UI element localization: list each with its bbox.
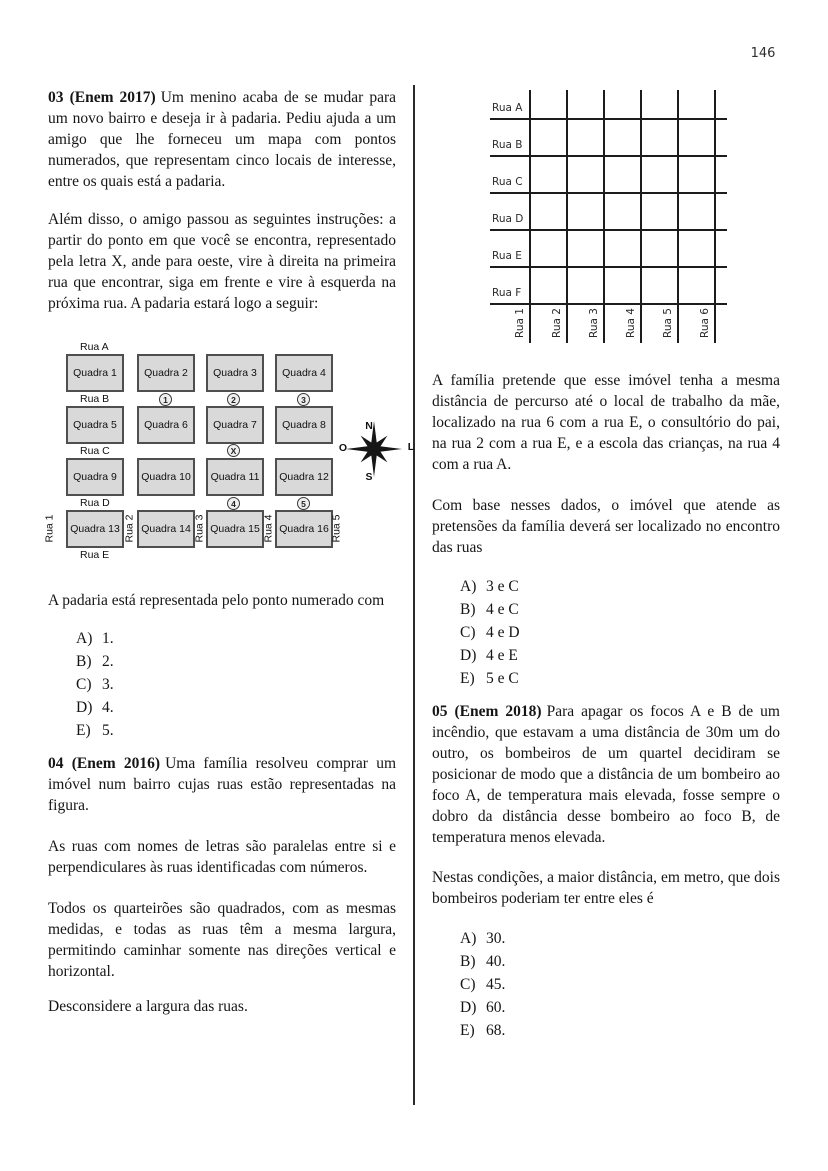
option-letter: B) [76, 653, 92, 670]
compass-east-label: L [407, 441, 415, 453]
grid-label-rua-1: Rua 1 [514, 308, 526, 338]
q05-options-list [432, 927, 780, 1042]
q05-intro-paragraph [432, 701, 780, 848]
quadra-block: Quadra 5 [66, 406, 124, 444]
option-text: 5 e C [486, 670, 519, 687]
grid-label-rua-5: Rua 5 [662, 308, 674, 338]
q04-option-b [460, 598, 780, 621]
q04-option-d [460, 644, 780, 667]
option-letter: A) [76, 630, 93, 647]
q03-intro-paragraph [48, 87, 396, 192]
q04-intro-text: Uma família resolveu comprar um imóvel num bairro cujas ruas estão representadas na figura. [48, 755, 397, 814]
q03-question-stem: A padaria está representada pelo ponto numerado com [48, 592, 385, 609]
street-grid-figure [432, 85, 780, 347]
option-text: 45. [486, 976, 506, 993]
quadra-block: Quadra 8 [275, 406, 333, 444]
grid-line-rua-a [490, 118, 727, 120]
option-letter: E) [460, 1022, 475, 1039]
q03-number: 03 (Enem 2017) [48, 89, 156, 106]
street-label-rua-1: Rua 1 [43, 514, 56, 543]
quadra-block: Quadra 12 [275, 458, 333, 496]
q05-number: 05 (Enem 2018) [432, 703, 542, 720]
option-text: 4 e D [486, 624, 520, 641]
street-label-rua-2: Rua 2 [123, 514, 136, 543]
q03-option-c [76, 673, 396, 696]
quadra-block: Quadra 13 [66, 510, 124, 548]
option-text: 68. [486, 1022, 506, 1039]
option-text: 3 e C [486, 578, 519, 595]
q04-options-list [432, 575, 780, 690]
option-text: 1. [102, 630, 114, 647]
q03-option-d [76, 696, 396, 719]
option-text: 4 e C [486, 601, 519, 618]
column-divider [413, 85, 415, 1105]
grid-label-rua-a: Rua A [492, 102, 523, 114]
grid-label-rua-e: Rua E [492, 250, 522, 262]
q04-option-c [460, 621, 780, 644]
q04-paragraph-5: A família pretende que esse imóvel tenha a mesma distância de percurso até o local de trabalho da mãe, localizado na rua 6 com a rua E, o consultório do pai, na rua 2 com a rua E, e a escola das crianças, na rua 4 com a rua A. [432, 372, 780, 473]
option-letter: E) [76, 722, 91, 739]
quadra-block: Quadra 11 [206, 458, 264, 496]
grid-line-rua-c [490, 192, 727, 194]
grid-line-rua-d [490, 229, 727, 231]
grid-line-rua-6 [714, 90, 716, 343]
q05-option-d [460, 996, 780, 1019]
left-column [43, 85, 415, 1017]
street-label-rua-a: Rua A [80, 341, 109, 353]
option-text: 60. [486, 999, 506, 1016]
grid-line-rua-4 [640, 90, 642, 343]
option-letter: A) [460, 578, 477, 595]
option-text: 4. [102, 699, 114, 716]
option-letter: D) [76, 699, 93, 716]
option-letter: E) [460, 670, 475, 687]
street-label-rua-d: Rua D [80, 497, 110, 509]
q03-option-a [76, 627, 396, 650]
grid-label-rua-3: Rua 3 [588, 308, 600, 338]
q04-question-stem: Com base nesses dados, o imóvel que atende as pretensões da família deverá ser localizado no encontro das ruas [432, 497, 780, 556]
quadra-block: Quadra 2 [137, 354, 195, 392]
grid-line-rua-3 [603, 90, 605, 343]
option-letter: C) [460, 624, 476, 641]
grid-label-rua-2: Rua 2 [551, 308, 563, 338]
option-letter: D) [460, 999, 477, 1016]
q04-paragraph-2: As ruas com nomes de letras são paralelas entre si e perpendiculares às ruas identificadas com números. [48, 838, 396, 876]
quadra-block: Quadra 3 [206, 354, 264, 392]
street-label-rua-b: Rua B [80, 393, 110, 405]
street-label-rua-5: Rua 5 [330, 514, 343, 543]
quadra-block: Quadra 14 [137, 510, 195, 548]
grid-line-rua-e [490, 266, 727, 268]
q04-paragraph-3: Todos os quarteirões são quadrados, com as mesmas medidas, e todas as ruas têm a mesma largura, permitindo caminhar somente nas direções vertical e horizontal. [48, 900, 396, 980]
q05-option-c [460, 973, 780, 996]
street-label-rua-4: Rua 4 [262, 514, 275, 543]
right-column [432, 85, 780, 1042]
quadra-block: Quadra 16 [275, 510, 333, 548]
quadra-block: Quadra 1 [66, 354, 124, 392]
grid-label-rua-f: Rua F [492, 287, 522, 299]
quadra-block: Quadra 6 [137, 406, 195, 444]
q04-intro-paragraph [48, 753, 396, 816]
map-point-5: 5 [297, 497, 310, 510]
block-map-figure [43, 338, 415, 561]
grid-label-rua-d: Rua D [492, 213, 524, 225]
q05-option-a [460, 927, 780, 950]
option-text: 4 e E [486, 647, 518, 664]
grid-label-rua-b: Rua B [492, 139, 523, 151]
street-label-rua-e: Rua E [80, 549, 110, 561]
q04-option-a [460, 575, 780, 598]
page-number: 146 [750, 46, 776, 61]
option-letter: B) [460, 953, 476, 970]
compass-south-label: S [365, 471, 373, 483]
q03-options-list [48, 627, 396, 742]
compass-north-label: N [365, 420, 373, 432]
map-point-x: X [227, 444, 240, 457]
quadra-block: Quadra 15 [206, 510, 264, 548]
grid-line-rua-2 [566, 90, 568, 343]
map-point-4: 4 [227, 497, 240, 510]
option-letter: C) [76, 676, 92, 693]
option-letter: B) [460, 601, 476, 618]
option-text: 3. [102, 676, 114, 693]
option-text: 5. [102, 722, 114, 739]
quadra-block: Quadra 10 [137, 458, 195, 496]
q05-option-b [460, 950, 780, 973]
grid-label-rua-6: Rua 6 [699, 308, 711, 338]
q05-option-e [460, 1019, 780, 1042]
quadra-block: Quadra 9 [66, 458, 124, 496]
street-label-rua-c: Rua C [80, 445, 110, 457]
option-letter: A) [460, 930, 477, 947]
grid-line-rua-1 [529, 90, 531, 343]
grid-label-rua-c: Rua C [492, 176, 523, 188]
q03-option-b [76, 650, 396, 673]
q05-intro-text: Para apagar os focos A e B de um incêndio, que estavam a uma distância de 30m um do outro, os bombeiros de um quartel decidiram se posicionar de modo que a distância de um bombeiro ao foco A, de temperatura mais elevada, fosse sempre o dobro da distância desse bombeiro ao foco B, de temperatura menos elevada. [432, 703, 780, 846]
q03-option-e [76, 719, 396, 742]
quadra-block: Quadra 4 [275, 354, 333, 392]
option-letter: C) [460, 976, 476, 993]
street-label-rua-3: Rua 3 [193, 514, 206, 543]
q05-question-stem: Nestas condições, a maior distância, em metro, que dois bombeiros poderiam ter entre eles é [432, 869, 780, 907]
grid-line-rua-5 [677, 90, 679, 343]
compass-west-label: O [338, 442, 348, 454]
q03-intro-text: Um menino acaba de se mudar para um novo bairro e deseja ir à padaria. Pediu ajuda a um amigo que lhe forneceu um mapa com pontos numerados, que representam cinco locais de interesse, entre os quais está a padaria. [48, 89, 397, 190]
map-point-3: 3 [297, 393, 310, 406]
q04-paragraph-4: Desconsidere a largura das ruas. [48, 998, 248, 1015]
map-point-2: 2 [227, 393, 240, 406]
q03-instructions-paragraph: Além disso, o amigo passou as seguintes instruções: a partir do ponto em que você se encontra, representado pela letra X, ande para oeste, vire à direita na primeira rua que encontrar, siga em frente e vire à esquerda na próxima rua. A padaria estará logo a seguir: [48, 211, 396, 312]
q04-number: 04 (Enem 2016) [48, 755, 161, 772]
grid-line-rua-b [490, 155, 727, 157]
q04-option-e [460, 667, 780, 690]
grid-label-rua-4: Rua 4 [625, 308, 637, 338]
option-text: 30. [486, 930, 506, 947]
option-text: 2. [102, 653, 114, 670]
option-text: 40. [486, 953, 506, 970]
quadra-block: Quadra 7 [206, 406, 264, 444]
map-point-1: 1 [159, 393, 172, 406]
option-letter: D) [460, 647, 477, 664]
